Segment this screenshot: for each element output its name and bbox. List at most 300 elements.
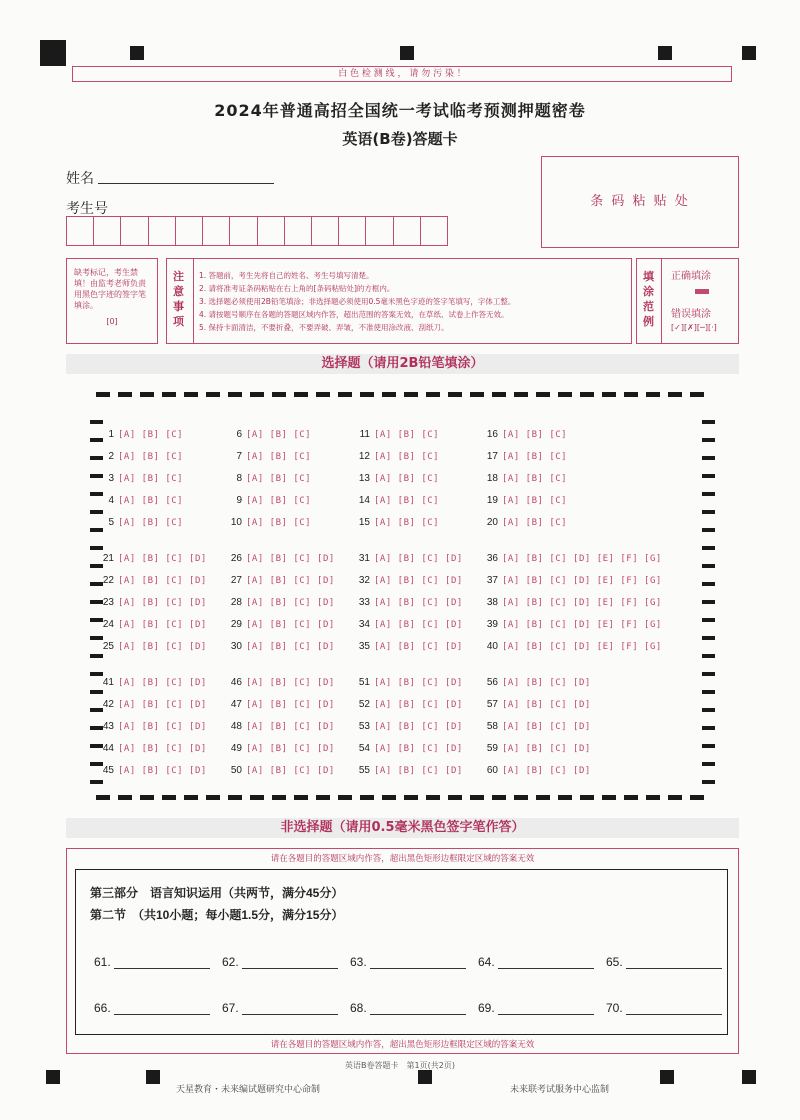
question-row[interactable]: [484, 546, 662, 565]
question-row[interactable]: [484, 692, 591, 711]
question-row[interactable]: [100, 692, 207, 711]
blank-line[interactable]: [498, 1000, 594, 1015]
timing-mark: [90, 708, 103, 712]
timing-mark: [294, 392, 308, 397]
blank-number: 63.: [350, 955, 367, 969]
timing-mark: [294, 795, 308, 800]
answer-bubbles[interactable]: [A] [B] [C]: [374, 496, 440, 506]
answer-bubbles[interactable]: [A] [B] [C]: [246, 496, 312, 506]
timing-mark: [514, 795, 528, 800]
question-number: 16: [486, 429, 498, 440]
question-row[interactable]: [484, 444, 567, 463]
question-number: 14: [358, 495, 370, 506]
question-row[interactable]: [484, 466, 567, 485]
timing-mark: [90, 780, 103, 784]
answer-bubbles[interactable]: [A] [B] [C] [D]: [502, 722, 591, 732]
answer-bubbles[interactable]: [A] [B] [C] [D]: [118, 598, 207, 608]
timing-mark: [250, 392, 264, 397]
answer-bubbles[interactable]: [A] [B] [C] [D]: [118, 642, 207, 652]
answer-bubbles[interactable]: [A] [B] [C]: [374, 430, 440, 440]
answer-bubbles[interactable]: [A] [B] [C] [D]: [118, 700, 207, 710]
question-row[interactable]: [356, 758, 463, 777]
timing-mark: [382, 795, 396, 800]
question-row[interactable]: [228, 634, 335, 653]
fill-example-heading: 填涂范例: [643, 270, 654, 328]
timing-mark: [702, 618, 715, 622]
candidate-id-grid[interactable]: [66, 216, 448, 246]
instruction-item: 1. 答题前，考生先将自己的姓名、考生号填写清楚。: [199, 271, 374, 280]
question-number: 30: [230, 641, 242, 652]
question-row[interactable]: [484, 634, 662, 653]
timing-mark: [90, 420, 103, 424]
timing-mark: [90, 618, 103, 622]
candidate-id-label: 考生号: [66, 201, 108, 217]
fill-blank[interactable]: [606, 954, 722, 969]
question-row[interactable]: [484, 488, 567, 507]
timing-mark: [162, 392, 176, 397]
boundary-note-bottom: 请在各题目的答题区域内作答，超出黑色矩形边框限定区域的答案无效: [270, 1040, 535, 1050]
answer-bubbles[interactable]: [A] [B] [C]: [502, 452, 568, 462]
timing-mark: [558, 795, 572, 800]
question-number: 22: [102, 575, 114, 586]
timing-mark: [90, 546, 103, 550]
timing-mark: [690, 392, 704, 397]
timing-mark: [702, 708, 715, 712]
question-row[interactable]: [228, 670, 335, 689]
timing-mark: [580, 392, 594, 397]
question-number: 6: [236, 429, 242, 440]
answer-bubbles[interactable]: [A] [B] [C]: [246, 452, 312, 462]
question-row[interactable]: [484, 758, 591, 777]
answer-bubbles[interactable]: [A] [B] [C] [D]: [374, 766, 463, 776]
timing-mark: [404, 795, 418, 800]
answer-bubbles[interactable]: [A] [B] [C]: [118, 474, 184, 484]
blank-line[interactable]: [498, 954, 594, 969]
question-row[interactable]: [484, 590, 662, 609]
timing-mark: [90, 726, 103, 730]
fill-blank[interactable]: [94, 1000, 210, 1015]
question-number: 20: [486, 517, 498, 528]
timing-mark: [702, 492, 715, 496]
absence-mark-bubble[interactable]: [0]: [106, 317, 118, 326]
question-row[interactable]: [228, 422, 311, 441]
timing-mark: [690, 795, 704, 800]
question-number: 15: [358, 517, 370, 528]
question-number: 43: [102, 721, 114, 732]
question-row[interactable]: [356, 670, 463, 689]
barcode-area: 条 码 粘 贴 处: [541, 156, 739, 248]
question-number: 7: [236, 451, 242, 462]
answer-bubbles[interactable]: [A] [B] [C] [D]: [246, 744, 335, 754]
question-number: 21: [102, 553, 114, 564]
blank-number: 68.: [350, 1001, 367, 1015]
fill-blank[interactable]: [478, 954, 594, 969]
question-row[interactable]: [100, 612, 207, 631]
answer-bubbles[interactable]: [A] [B] [C]: [502, 496, 568, 506]
question-row[interactable]: [484, 612, 662, 631]
timing-mark: [580, 795, 594, 800]
answer-bubbles[interactable]: [A] [B] [C] [D]: [246, 620, 335, 630]
timing-mark: [316, 392, 330, 397]
answer-bubbles[interactable]: [A] [B] [C] [D] [E] [F] [G]: [502, 642, 662, 652]
timing-mark: [448, 392, 462, 397]
timing-mark: [426, 795, 440, 800]
timing-mark: [90, 456, 103, 460]
question-number: 48: [230, 721, 242, 732]
answer-bubbles[interactable]: [A] [B] [C]: [118, 430, 184, 440]
timing-mark: [448, 795, 462, 800]
question-row[interactable]: [100, 590, 207, 609]
timing-mark: [624, 392, 638, 397]
absence-mark-note: 缺考标记，考生禁填！由监考老师负责用黑色字迹的签字笔填涂。: [74, 268, 146, 310]
question-row[interactable]: [228, 510, 311, 529]
question-row[interactable]: [228, 546, 335, 565]
timing-mark: [426, 392, 440, 397]
question-number: 60: [486, 765, 498, 776]
timing-mark: [702, 600, 715, 604]
boundary-note-top: 请在各题目的答题区域内作答，超出黑色矩形边框限定区域的答案无效: [270, 854, 535, 864]
fill-blank[interactable]: [94, 954, 210, 969]
question-number: 58: [486, 721, 498, 732]
question-number: 57: [486, 699, 498, 710]
question-number: 45: [102, 765, 114, 776]
question-row[interactable]: [484, 714, 591, 733]
question-number: 56: [486, 677, 498, 688]
question-row[interactable]: [228, 488, 311, 507]
question-number: 38: [486, 597, 498, 608]
registration-mark: [742, 1070, 756, 1084]
timing-mark: [470, 795, 484, 800]
timing-mark: [118, 795, 132, 800]
question-row[interactable]: [100, 670, 207, 689]
answer-bubbles[interactable]: [A] [B] [C] [D]: [118, 576, 207, 586]
question-number: 55: [358, 765, 370, 776]
question-number: 2: [108, 451, 114, 462]
answer-bubbles[interactable]: [A] [B] [C] [D]: [118, 722, 207, 732]
blank-number: 64.: [478, 955, 495, 969]
answer-bubbles[interactable]: [A] [B] [C] [D]: [374, 744, 463, 754]
question-number: 9: [236, 495, 242, 506]
footer-right: 未来联考试服务中心监制: [510, 1085, 610, 1095]
name-label: 姓名: [66, 171, 94, 187]
timing-mark: [228, 392, 242, 397]
question-number: 4: [108, 495, 114, 506]
question-number: 36: [486, 553, 498, 564]
question-row[interactable]: [100, 634, 207, 653]
timing-mark: [162, 795, 176, 800]
blank-line[interactable]: [626, 1000, 722, 1015]
instructions-heading: 注意事项: [173, 270, 184, 328]
timing-mark: [702, 546, 715, 550]
answer-bubbles[interactable]: [A] [B] [C]: [246, 430, 312, 440]
correct-fill-label: 正确填涂: [671, 271, 711, 282]
blank-line[interactable]: [114, 1000, 210, 1015]
answer-bubbles[interactable]: [A] [B] [C]: [374, 474, 440, 484]
fill-example-box: [636, 258, 739, 344]
question-row[interactable]: [228, 444, 311, 463]
timing-mark: [702, 672, 715, 676]
question-row[interactable]: [100, 422, 183, 441]
answer-bubbles[interactable]: [A] [B] [C]: [374, 518, 440, 528]
timing-mark: [90, 636, 103, 640]
answer-bubbles[interactable]: [A] [B] [C] [D] [E] [F] [G]: [502, 554, 662, 564]
answer-bubbles[interactable]: [A] [B] [C] [D]: [374, 678, 463, 688]
question-row[interactable]: [228, 466, 311, 485]
registration-mark: [146, 1070, 160, 1084]
question-number: 25: [102, 641, 114, 652]
wrong-fill-marks: [✓][✗][─][·]: [671, 323, 717, 332]
blank-line[interactable]: [370, 954, 466, 969]
question-number: 18: [486, 473, 498, 484]
answer-bubbles[interactable]: [A] [B] [C] [D]: [502, 700, 591, 710]
question-number: 46: [230, 677, 242, 688]
question-number: 35: [358, 641, 370, 652]
timing-mark: [602, 392, 616, 397]
registration-mark: [400, 46, 414, 60]
timing-mark: [558, 392, 572, 397]
timing-mark: [206, 392, 220, 397]
part-heading: 第三部分 语言知识运用（共两节，满分45分）: [90, 886, 344, 900]
question-number: 27: [230, 575, 242, 586]
question-row[interactable]: [228, 758, 335, 777]
question-row[interactable]: [100, 488, 183, 507]
question-row[interactable]: [100, 510, 183, 529]
question-row[interactable]: [356, 612, 463, 631]
timing-mark: [316, 795, 330, 800]
question-row[interactable]: [100, 466, 183, 485]
question-row[interactable]: [228, 736, 335, 755]
footer-left: 天星教育・未来编试题研究中心命制: [176, 1085, 321, 1095]
question-row[interactable]: [356, 634, 463, 653]
question-row[interactable]: [100, 546, 207, 565]
blank-number: 66.: [94, 1001, 111, 1015]
answer-bubbles[interactable]: [A] [B] [C] [D]: [246, 598, 335, 608]
answer-bubbles[interactable]: [A] [B] [C]: [118, 452, 184, 462]
question-row[interactable]: [356, 546, 463, 565]
question-row[interactable]: [484, 736, 591, 755]
timing-mark: [90, 654, 103, 658]
timing-mark: [702, 744, 715, 748]
registration-mark: [46, 1070, 60, 1084]
answer-bubbles[interactable]: [A] [B] [C] [D]: [118, 678, 207, 688]
question-row[interactable]: [484, 422, 567, 441]
blank-line[interactable]: [242, 954, 338, 969]
question-number: 39: [486, 619, 498, 630]
timing-mark: [184, 392, 198, 397]
answer-bubbles[interactable]: [A] [B] [C] [D]: [374, 642, 463, 652]
question-row[interactable]: [356, 488, 439, 507]
timing-mark: [228, 795, 242, 800]
question-row[interactable]: [356, 568, 463, 587]
timing-mark: [702, 474, 715, 478]
fill-blank[interactable]: [350, 1000, 466, 1015]
question-number: 49: [230, 743, 242, 754]
answer-bubbles[interactable]: [A] [B] [C] [D] [E] [F] [G]: [502, 598, 662, 608]
fill-blank[interactable]: [222, 1000, 338, 1015]
timing-mark: [96, 392, 110, 397]
answer-bubbles[interactable]: [A] [B] [C] [D]: [374, 598, 463, 608]
timing-mark: [514, 392, 528, 397]
timing-mark: [702, 510, 715, 514]
question-row[interactable]: [228, 568, 335, 587]
answer-bubbles[interactable]: [A] [B] [C] [D]: [374, 700, 463, 710]
question-row[interactable]: [356, 736, 463, 755]
answer-bubbles[interactable]: [A] [B] [C]: [118, 518, 184, 528]
answer-bubbles[interactable]: [A] [B] [C]: [502, 474, 568, 484]
blank-line[interactable]: [242, 1000, 338, 1015]
question-row[interactable]: [356, 510, 439, 529]
answer-bubbles[interactable]: [A] [B] [C] [D] [E] [F] [G]: [502, 576, 662, 586]
question-number: 40: [486, 641, 498, 652]
question-number: 42: [102, 699, 114, 710]
question-number: 33: [358, 597, 370, 608]
instruction-item: 5. 保持卡面清洁，不要折叠，不要弄破、弄皱，不准使用涂改液、刮纸刀。: [199, 323, 449, 332]
answer-bubbles[interactable]: [A] [B] [C] [D]: [374, 554, 463, 564]
answer-bubbles[interactable]: [A] [B] [C] [D]: [118, 554, 207, 564]
question-number: 10: [230, 517, 242, 528]
question-row[interactable]: [100, 444, 183, 463]
question-row[interactable]: [228, 692, 335, 711]
timing-mark: [702, 456, 715, 460]
fill-blank[interactable]: [606, 1000, 722, 1015]
timing-mark: [338, 795, 352, 800]
question-number: 5: [108, 517, 114, 528]
question-row[interactable]: [356, 444, 439, 463]
answer-bubbles[interactable]: [A] [B] [C] [D] [E] [F] [G]: [502, 620, 662, 630]
answer-bubbles[interactable]: [A] [B] [C] [D]: [502, 766, 591, 776]
timing-mark: [90, 474, 103, 478]
page-number: 英语B卷答题卡 第1页(共2页): [345, 1061, 455, 1070]
timing-mark: [702, 564, 715, 568]
fill-blank[interactable]: [478, 1000, 594, 1015]
answer-bubbles[interactable]: [A] [B] [C] [D]: [374, 620, 463, 630]
timing-mark: [470, 392, 484, 397]
timing-mark: [272, 795, 286, 800]
correct-fill-mark: [695, 289, 709, 294]
question-row[interactable]: [228, 612, 335, 631]
answer-bubbles[interactable]: [A] [B] [C]: [502, 430, 568, 440]
question-row[interactable]: [100, 736, 207, 755]
timing-mark: [206, 795, 220, 800]
question-row[interactable]: [228, 590, 335, 609]
fill-blank[interactable]: [350, 954, 466, 969]
timing-mark: [404, 392, 418, 397]
timing-mark: [602, 795, 616, 800]
blank-number: 62.: [222, 955, 239, 969]
answer-bubbles[interactable]: [A] [B] [C] [D]: [246, 722, 335, 732]
answer-bubbles[interactable]: [A] [B] [C] [D]: [118, 766, 207, 776]
timing-mark: [702, 780, 715, 784]
answer-bubbles[interactable]: [A] [B] [C] [D]: [118, 620, 207, 630]
instruction-item: 4. 请按题号顺序在各题的答题区域内作答，超出范围的答案无效，在草纸、试卷上作答无效。: [199, 310, 509, 319]
timing-mark: [338, 392, 352, 397]
registration-mark: [40, 40, 66, 66]
blank-line[interactable]: [114, 954, 210, 969]
answer-bubbles[interactable]: [A] [B] [C]: [374, 452, 440, 462]
answer-bubbles[interactable]: [A] [B] [C]: [246, 474, 312, 484]
timing-mark: [624, 795, 638, 800]
blank-line[interactable]: [626, 954, 722, 969]
question-number: 52: [358, 699, 370, 710]
registration-mark: [742, 46, 756, 60]
timing-mark: [360, 392, 374, 397]
question-row[interactable]: [100, 758, 207, 777]
question-row[interactable]: [356, 422, 439, 441]
timing-mark: [90, 744, 103, 748]
blank-number: 67.: [222, 1001, 239, 1015]
blank-number: 70.: [606, 1001, 623, 1015]
answer-bubbles[interactable]: [A] [B] [C] [D]: [246, 766, 335, 776]
answer-bubbles[interactable]: [A] [B] [C] [D]: [246, 678, 335, 688]
timing-mark: [702, 582, 715, 586]
white-detection-line: 白 色 检 测 线 ， 请 勿 污 染 ！: [72, 66, 732, 82]
timing-mark: [646, 795, 660, 800]
timing-mark: [184, 795, 198, 800]
name-field[interactable]: [98, 183, 274, 184]
question-row[interactable]: [100, 714, 207, 733]
question-number: 32: [358, 575, 370, 586]
answer-bubbles[interactable]: [A] [B] [C]: [118, 496, 184, 506]
question-row[interactable]: [228, 714, 335, 733]
timing-mark: [702, 762, 715, 766]
question-row[interactable]: [356, 590, 463, 609]
fill-blank[interactable]: [222, 954, 338, 969]
blank-line[interactable]: [370, 1000, 466, 1015]
answer-bubbles[interactable]: [A] [B] [C] [D]: [246, 576, 335, 586]
timing-mark: [90, 690, 103, 694]
timing-mark: [140, 392, 154, 397]
answer-bubbles[interactable]: [A] [B] [C] [D]: [246, 554, 335, 564]
question-row[interactable]: [484, 568, 662, 587]
timing-mark: [492, 795, 506, 800]
blank-number: 65.: [606, 955, 623, 969]
question-number: 26: [230, 553, 242, 564]
question-row[interactable]: [484, 510, 567, 529]
question-row[interactable]: [484, 670, 591, 689]
answer-bubbles[interactable]: [A] [B] [C] [D]: [502, 744, 591, 754]
registration-mark: [658, 46, 672, 60]
question-row[interactable]: [356, 714, 463, 733]
question-number: 8: [236, 473, 242, 484]
answer-bubbles[interactable]: [A] [B] [C] [D]: [502, 678, 591, 688]
answer-bubbles[interactable]: [A] [B] [C] [D]: [246, 700, 335, 710]
question-row[interactable]: [356, 466, 439, 485]
question-number: 17: [486, 451, 498, 462]
registration-mark: [130, 46, 144, 60]
answer-bubbles[interactable]: [A] [B] [C]: [502, 518, 568, 528]
nonchoice-section-title: 非选择题（请用0.5毫米黑色签字笔作答）: [66, 818, 739, 838]
timing-mark: [90, 600, 103, 604]
timing-mark: [250, 795, 264, 800]
registration-mark: [418, 1070, 432, 1084]
answer-bubbles[interactable]: [A] [B] [C] [D]: [246, 642, 335, 652]
timing-mark: [90, 762, 103, 766]
timing-mark: [646, 392, 660, 397]
section-heading: 第二节 （共10小题；每小题1.5分，满分15分）: [90, 908, 344, 922]
question-number: 11: [359, 429, 370, 440]
question-number: 54: [358, 743, 370, 754]
timing-mark: [90, 672, 103, 676]
answer-bubbles[interactable]: [A] [B] [C]: [246, 518, 312, 528]
blank-number: 61.: [94, 955, 111, 969]
question-row[interactable]: [356, 692, 463, 711]
answer-bubbles[interactable]: [A] [B] [C] [D]: [118, 744, 207, 754]
question-row[interactable]: [100, 568, 207, 587]
answer-bubbles[interactable]: [A] [B] [C] [D]: [374, 722, 463, 732]
question-number: 12: [358, 451, 370, 462]
blank-number: 69.: [478, 1001, 495, 1015]
answer-bubbles[interactable]: [A] [B] [C] [D]: [374, 576, 463, 586]
